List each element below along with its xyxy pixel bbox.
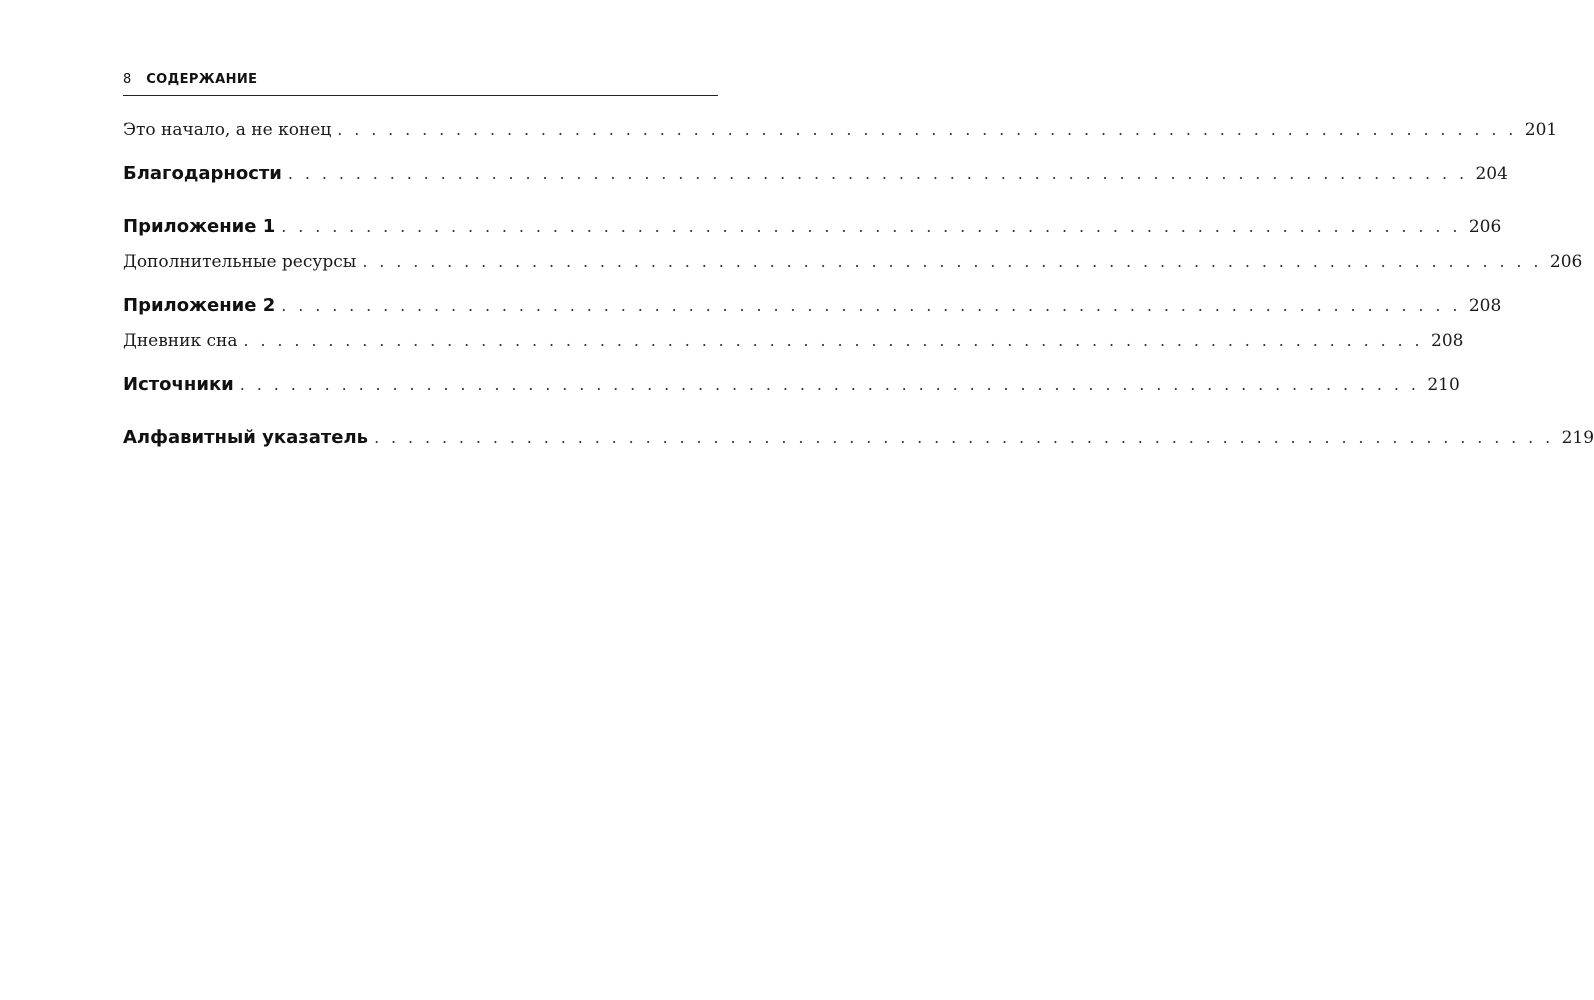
- dot-leader: . . . . . . . . . . . . . . . . . . . . . . . . . . . . . . . . . . . . . . . . . . . . . . . . . . . . . . . . . . . . . . . . . . . . . .: [281, 217, 1461, 236]
- toc-entry-index[interactable]: [123, 427, 1594, 453]
- toc-entry-label: Алфавитный указатель: [123, 427, 369, 448]
- header-rule: [123, 95, 718, 96]
- toc-entry-label: Приложение 1: [123, 216, 276, 237]
- toc-entry-appendix-2[interactable]: [123, 295, 1502, 321]
- running-header: [123, 72, 718, 94]
- toc-entry-epilogue[interactable]: [123, 120, 1558, 146]
- toc-entry-page: 206: [1549, 252, 1583, 272]
- header-title: СОДЕРЖАНИЕ: [146, 72, 258, 87]
- toc-entry-page: 208: [1468, 296, 1502, 316]
- dot-leader: . . . . . . . . . . . . . . . . . . . . . . . . . . . . . . . . . . . . . . . . . . . . . . . . . . . . . . . . . . . . . . . . . . . . . .: [362, 252, 1542, 271]
- toc-entry-label: Благодарности: [123, 163, 282, 184]
- toc-entry-sleep-diary[interactable]: [123, 331, 1464, 357]
- toc-entry-label: Дополнительные ресурсы: [123, 252, 357, 272]
- dot-leader: . . . . . . . . . . . . . . . . . . . . . . . . . . . . . . . . . . . . . . . . . . . . . . . . . . . . . . . . . . . . . . . . . . . . . .: [374, 428, 1554, 447]
- dot-leader: . . . . . . . . . . . . . . . . . . . . . . . . . . . . . . . . . . . . . . . . . . . . . . . . . . . . . . . . . . . . . . . . . . . . . .: [243, 331, 1424, 350]
- toc-entry-label: Источники: [123, 374, 234, 395]
- toc-entry-acknowledgements[interactable]: [123, 163, 1508, 189]
- toc-entry-label: Это начало, а не конец: [123, 120, 332, 140]
- toc-entry-page: 201: [1524, 120, 1558, 140]
- toc-entry-page: 204: [1475, 164, 1508, 184]
- toc-entry-appendix-1[interactable]: [123, 216, 1502, 242]
- toc-entry-page: 208: [1431, 331, 1464, 351]
- dot-leader: . . . . . . . . . . . . . . . . . . . . . . . . . . . . . . . . . . . . . . . . . . . . . . . . . . . . . . . . . . . . . . . . . . . . . .: [287, 164, 1468, 183]
- toc-entry-page: 206: [1468, 217, 1502, 237]
- dot-leader: . . . . . . . . . . . . . . . . . . . . . . . . . . . . . . . . . . . . . . . . . . . . . . . . . . . . . . . . . . . . . . . . . . . . . .: [337, 120, 1517, 139]
- toc-entry-sources[interactable]: [123, 374, 1460, 400]
- toc-entry-page: 210: [1427, 375, 1460, 395]
- dot-leader: . . . . . . . . . . . . . . . . . . . . . . . . . . . . . . . . . . . . . . . . . . . . . . . . . . . . . . . . . . . . . . . . . . . . . .: [281, 296, 1461, 315]
- toc-entry-label: Приложение 2: [123, 295, 276, 316]
- toc-entry-additional-resources[interactable]: [123, 252, 1583, 278]
- header-page-number: 8: [123, 72, 132, 87]
- toc-entry-page: 219: [1561, 428, 1594, 448]
- dot-leader: . . . . . . . . . . . . . . . . . . . . . . . . . . . . . . . . . . . . . . . . . . . . . . . . . . . . . . . . . . . . . . . . . . . . . .: [239, 375, 1420, 394]
- toc-entry-label: Дневник сна: [123, 331, 238, 351]
